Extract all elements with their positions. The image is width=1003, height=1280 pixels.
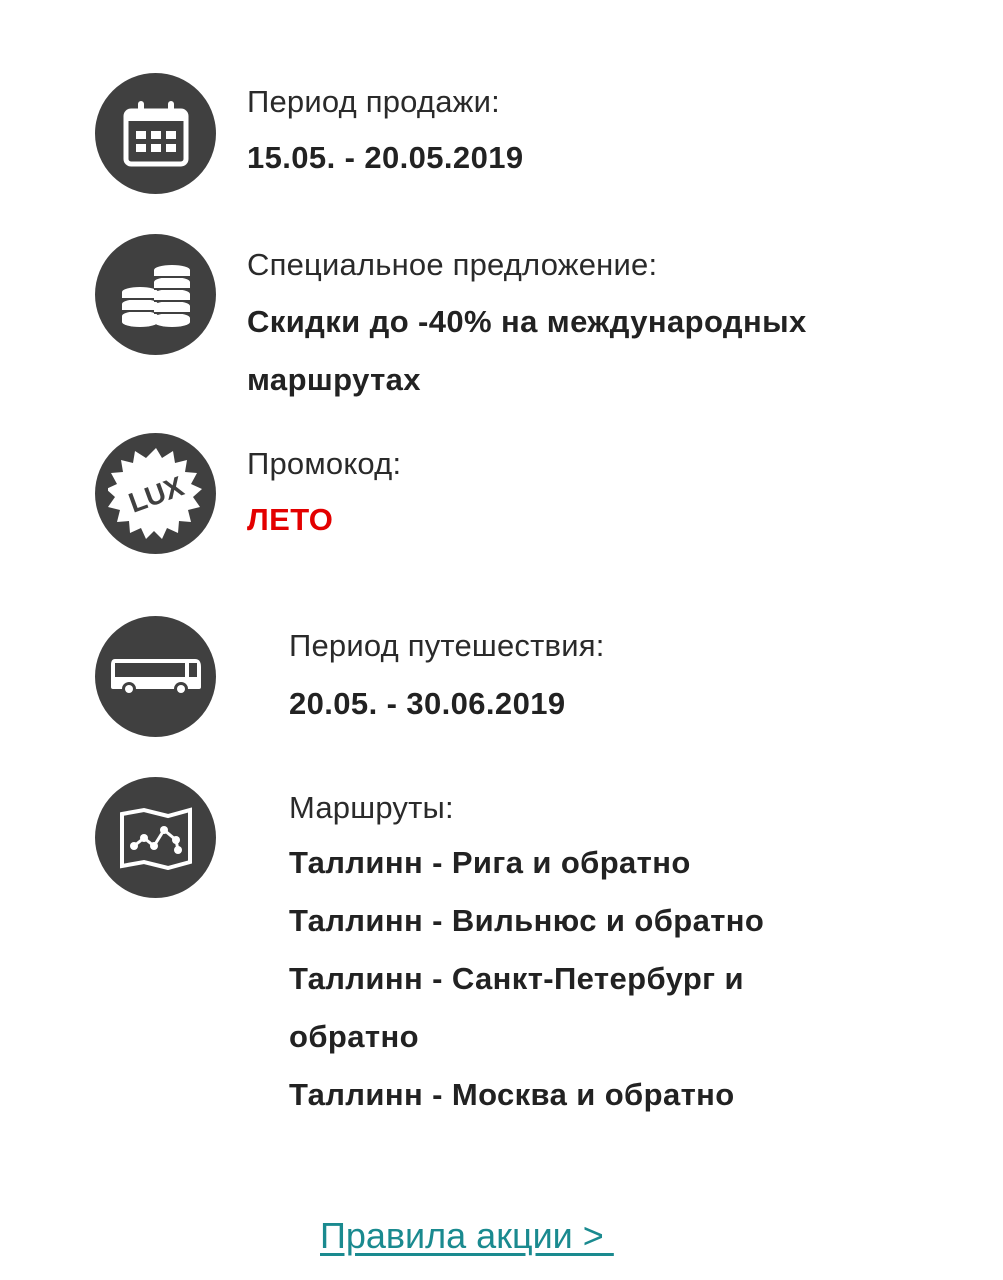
lux-badge-text: LUX: [124, 469, 188, 519]
route-list: [289, 834, 889, 1124]
route-item: Таллинн - Москва и обратно: [289, 1077, 735, 1112]
sale-period-label: Период продажи:: [247, 84, 500, 119]
travel-period-value: 20.05. - 30.06.2019: [289, 686, 566, 721]
route-item: Таллинн - Санкт-Петербург и обратно: [289, 961, 744, 1054]
sale-period-value: 15.05. - 20.05.2019: [247, 140, 524, 175]
route-item: Таллинн - Вильнюс и обратно: [289, 903, 765, 938]
lux-badge-icon: [95, 433, 216, 554]
map-route-icon: [95, 777, 216, 898]
special-offer-value: Скидки до -40% на международных маршрутах: [247, 304, 807, 397]
calendar-icon: [95, 73, 216, 194]
route-item: Таллинн - Рига и обратно: [289, 845, 691, 880]
travel-period-label: Период путешествия:: [289, 628, 605, 663]
special-offer-label: Специальное предложение:: [247, 247, 658, 282]
promo-label: Промокод:: [247, 446, 402, 481]
bus-icon: [95, 616, 216, 737]
promo-code-value: ЛЕТО: [247, 502, 334, 537]
coins-icon: [95, 234, 216, 355]
promo-rules-link[interactable]: Правила акции >: [320, 1215, 614, 1256]
routes-label: Маршруты:: [289, 790, 454, 825]
